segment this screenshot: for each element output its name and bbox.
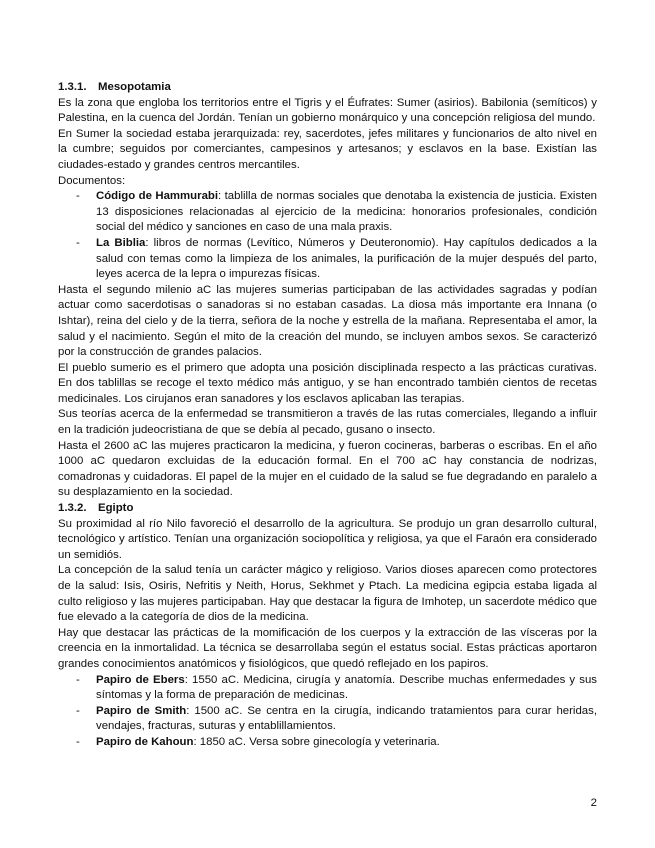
list-item bbox=[76, 236, 597, 283]
page-number: 2 bbox=[590, 797, 597, 809]
list-item-text: : tablilla de normas sociales que denotaba la existencia de justicia. Existen 13 disposiciones relacionadas al ejercicio de la medicina: honorarios profesionales, condición social del médico y sanciones en caso de una mala praxis. bbox=[96, 190, 597, 234]
section-title: Mesopotamia bbox=[98, 81, 171, 93]
section-number: 1.3.2. bbox=[58, 502, 87, 515]
section-number: 1.3.1. bbox=[58, 81, 87, 93]
list-item-text: : libros de normas (Levítico, Números y Deuteronomio). Hay capítulos dedicados a la salud con temas como la limpieza de los animales, la purificación de la mujer después del parto, leyes acerca de la lepra o impurezas físicas. bbox=[96, 236, 597, 281]
list-item-text: : 1500 aC. Se centra en la cirugía, indicando tratamientos para curar heridas, vendajes, fracturas, suturas y entablillamientos. bbox=[96, 704, 597, 733]
list-item bbox=[76, 735, 597, 751]
documents-label: Documentos: bbox=[58, 174, 126, 187]
paragraph: La concepción de la salud tenía un carácter mágico y religioso. Varios dioses aparecen como protectores de la salud: Isis, Osiris, Nefritis y Neith, Horus, Sekhmet y Ptach. La medicina egipcia estaba ligada al culto religioso y las mujeres participaban. Hay que destacar la figura de Imhotep, un sacerdote médico que fue elevado a la categoría de dios de la medicina. bbox=[58, 564, 597, 624]
bullet-dash: - bbox=[76, 236, 80, 249]
bullet-dash: - bbox=[76, 673, 80, 686]
section-title: Egipto bbox=[98, 502, 134, 515]
papyrus-list bbox=[58, 673, 597, 751]
section-heading-egipto bbox=[58, 501, 597, 517]
section-heading-mesopotamia bbox=[58, 80, 597, 96]
paragraph: Hay que destacar las prácticas de la momificación de los cuerpos y la extracción de las vísceras por la creencia en la inmortalidad. La técnica se desarrollaba según el estatus social. Estas prácticas aportaron grandes conocimientos anatómicos y fisiológicos, que quedó reflejado en los papiros. bbox=[58, 626, 597, 670]
list-item-title: Papiro de Ebers bbox=[96, 673, 185, 686]
documents-list bbox=[58, 189, 597, 283]
document-body bbox=[58, 80, 597, 751]
paragraph: Es la zona que engloba los territorios entre el Tigris y el Éufrates: Sumer (asirios). Babilonia (semíticos) y Palestina, en la cuenca del Jordán. Tenían un gobierno monárquico y una concepción religiosa del mundo. bbox=[58, 96, 597, 125]
list-item-title: Código de Hammurabi bbox=[96, 190, 219, 203]
list-item-text: : 1850 aC. Versa sobre ginecología y veterinaria. bbox=[193, 735, 440, 748]
list-item-title: La Biblia bbox=[96, 236, 146, 249]
list-item-title: Papiro de Kahoun bbox=[96, 735, 194, 748]
paragraph: El pueblo sumerio es el primero que adopta una posición disciplinada respecto a las prácticas curativas. En dos tablillas se recoge el texto médico más antiguo, y se han encontrado también cientos de recetas medicinales. Los cirujanos eran sanadores y los esclavos aplicaban las terapias. bbox=[58, 361, 597, 405]
list-item bbox=[76, 189, 597, 236]
paragraph: En Sumer la sociedad estaba jerarquizada: rey, sacerdotes, jefes militares y funcionarios de alto nivel en la cumbre; seguidos por comerciantes, campesinos y artesanos; y esclavos en la base. Existían las ciudades-estado y grandes centros mercantiles. bbox=[58, 127, 597, 171]
paragraph: Hasta el segundo milenio aC las mujeres sumerias participaban de las actividades sagradas y podían actuar como sacerdotisas o sanadoras si no estaban casadas. La diosa más importante era Innana (o Ishtar), reina del cielo y de la tierra, señora de la noche y estrella de la mañana. Representaba el amor, la salud y el nacimiento. Según el mito de la creación del mundo, se incluyen ambos sexos. Se caracterizó por la construcción de grandes palacios. bbox=[58, 283, 597, 359]
paragraph: Sus teorías acerca de la enfermedad se transmitieron a través de las rutas comerciales, llegando a influir en la tradición judeocristiana de que se debía al pecado, gusano o insecto. bbox=[58, 408, 597, 437]
paragraph: Hasta el 2600 aC las mujeres practicaron la medicina, y fueron cocineras, barberas o escribas. En el año 1000 aC quedaron excluidas de la educación formal. En el 700 aC hay constancia de nodrizas, comadronas y cuidadoras. El papel de la mujer en el cuidado de la salud se fue degradando en paralelo a su desplazamiento en la sociedad. bbox=[58, 439, 597, 499]
list-item bbox=[76, 704, 597, 735]
paragraph: Su proximidad al río Nilo favoreció el desarrollo de la agricultura. Se produjo un gran desarrollo cultural, tecnológico y artístico. Tenían una organización sociopolítica y religiosa, ya que el Faraón era considerado un semidiós. bbox=[58, 517, 597, 561]
bullet-dash: - bbox=[76, 704, 80, 717]
list-item-title: Papiro de Smith bbox=[96, 704, 187, 717]
bullet-dash: - bbox=[76, 735, 80, 748]
bullet-dash: - bbox=[76, 190, 80, 203]
list-item-text: : 1550 aC. Medicina, cirugía y anatomía. Describe muchas enfermedades y sus síntomas y la forma de preparación de medicinas. bbox=[96, 673, 598, 702]
list-item bbox=[76, 673, 598, 704]
